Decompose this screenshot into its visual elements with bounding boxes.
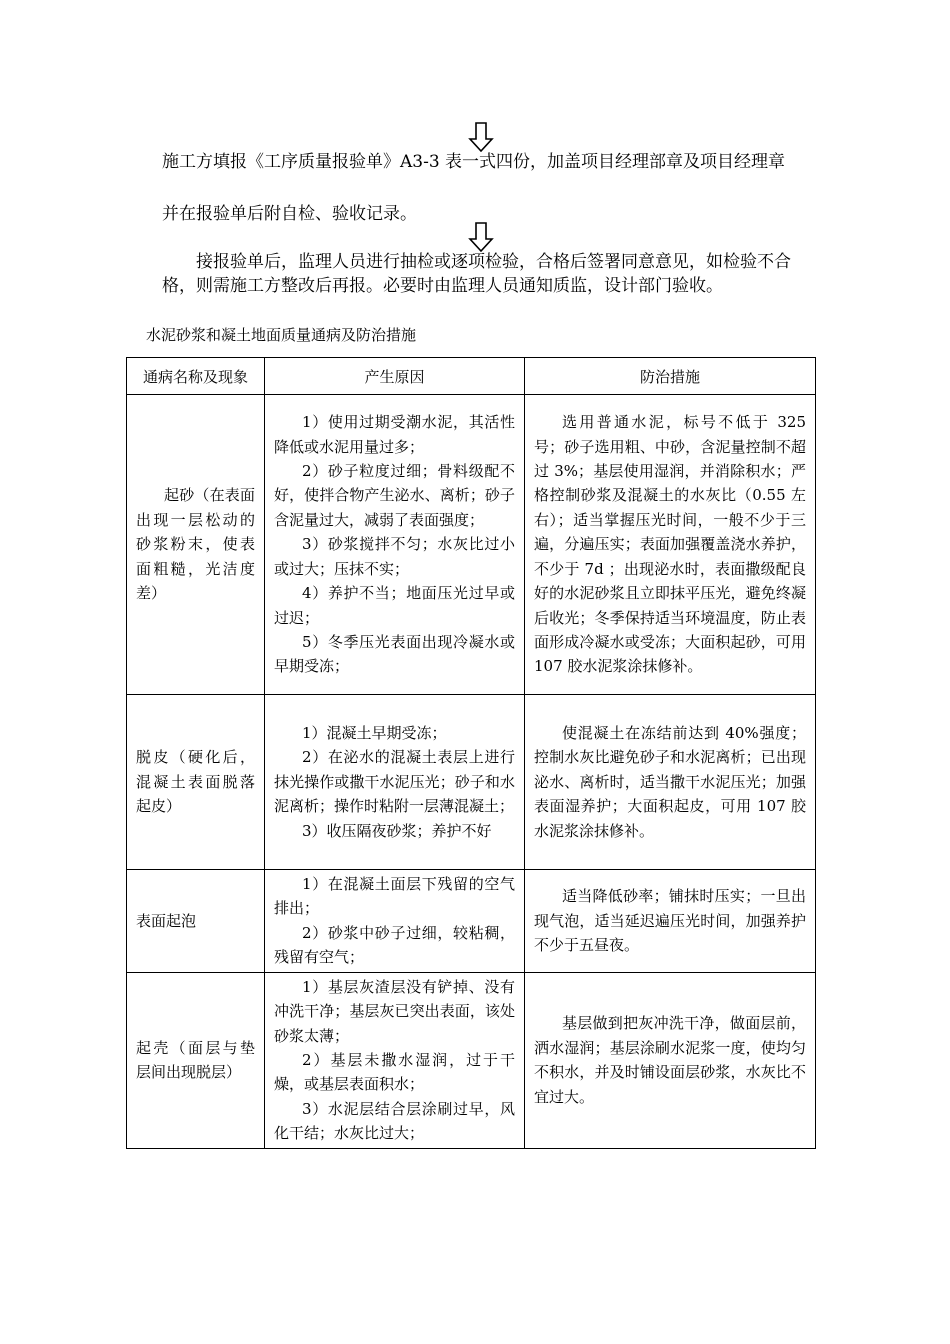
defect-name-cell <box>127 972 265 1148</box>
flow-step-1-line-1: 施工方填报《工序质量报验单》A3-3 表一式四份，加盖项目经理部章及项目经理章 <box>162 152 786 172</box>
cause-cell <box>265 395 525 695</box>
cause-item: 2）砂子粒度过细；骨料级配不好，使拌合物产生泌水、离析；砂子含泥量过大，减弱了表面强度； <box>274 462 515 529</box>
defect-name: 起砂（在表面出现一层松动的砂浆粉末，使表面粗糙，光洁度差） <box>136 486 255 603</box>
defect-name-cell <box>127 870 265 973</box>
measures-text: 基层做到把灰冲洗干净，做面层前，洒水湿润；基层涂刷水泥浆一度，使均匀不积水，并及时铺设面层砂浆，水灰比不宜过大。 <box>534 1014 806 1106</box>
measures-text: 使混凝土在冻结前达到 40%强度；控制水灰比避免砂子和水泥离析；已出现泌水、离析时，适当撒干水泥压光；加强表面湿养护；大面积起皮，可用 107 胶水泥浆涂抹修补。 <box>534 723 806 840</box>
defects-table <box>126 357 816 1149</box>
table-row <box>127 870 816 973</box>
flow-step-2: 接报验单后，监理人员进行抽检或逐项检验，合格后签署同意意见，如检验不合格，则需施工方整改后再报。必要时由监理人员通知质监，设计部门验收。 <box>162 252 791 296</box>
measures-cell <box>525 695 816 870</box>
table-row <box>127 395 816 695</box>
flow-step-1-line-2: 并在报验单后附自检、验收记录。 <box>162 204 417 224</box>
measures-text: 适当降低砂率；铺抹时压实；一旦出现气泡，适当延迟遍压光时间，加强养护不少于五昼夜。 <box>534 887 806 955</box>
defect-name: 表面起泡 <box>136 911 197 930</box>
defect-name-cell <box>127 695 265 870</box>
cause-item: 3）收压隔夜砂浆；养护不好 <box>302 821 492 840</box>
measures-cell <box>525 395 816 695</box>
cause-item: 1）混凝土早期受冻； <box>302 723 447 742</box>
table-header-row <box>127 358 816 395</box>
cause-item: 1）在混凝土面层下残留的空气排出； <box>274 875 515 918</box>
measures-cell <box>525 870 816 973</box>
cause-item: 1）使用过期受潮水泥，其活性降低或水泥用量过多； <box>274 413 515 456</box>
down-arrow-icon <box>468 222 494 252</box>
header-measures: 防治措施 <box>525 358 816 395</box>
cause-item: 1）基层灰渣层没有铲掉、没有冲洗干净；基层灰已突出表面，该处砂浆太薄； <box>274 977 515 1045</box>
cause-item: 5）冬季压光表面出现冷凝水或早期受冻； <box>274 632 515 676</box>
table-caption: 水泥砂浆和凝土地面质量通病及防治措施 <box>146 326 417 344</box>
defect-name: 起壳（面层与垫层间出现脱层） <box>136 1038 255 1082</box>
defect-name-cell <box>127 395 265 695</box>
cause-item: 2）在泌水的混凝土表层上进行抹光操作或撒干水泥压光；砂子和水泥离析；操作时粘附一层薄混凝土； <box>274 748 515 816</box>
cause-cell <box>265 972 525 1148</box>
cause-item: 2）砂浆中砂子过细，较粘稠，残留有空气； <box>274 923 515 967</box>
cause-cell <box>265 870 525 973</box>
cause-cell <box>265 695 525 870</box>
table-row <box>127 972 816 1148</box>
cause-item: 3）水泥层结合层涂刷过早，风化干结；水灰比过大； <box>274 1099 515 1143</box>
measures-text: 选用普通水泥，标号不低于 325 号；砂子选用粗、中砂，含泥量控制不超过 3%；基层使用湿润，并消除积水；严格控制砂浆及混凝土的水灰比（0.55 左右）；适当掌握压光时间，一般不少于三遍，分遍压实；表面加强覆盖浇水养护，不少于 7d ；出现泌水时，表面撒级配良好的水泥砂浆且立即抹平压光，避免终凝后收光；冬季保持适当环境温度，防止表面形成冷凝水或受冻；大面积起砂，可用 107 胶水泥浆涂抹修补。 <box>534 413 806 676</box>
cause-item: 4）养护不当；地面压光过早或过迟； <box>274 584 515 627</box>
table-row <box>127 695 816 870</box>
defect-name: 脱皮（硬化后，混凝土表面脱落起皮） <box>136 748 255 816</box>
measures-cell <box>525 972 816 1148</box>
header-defect-name: 通病名称及现象 <box>127 358 265 395</box>
down-arrow-icon <box>468 122 494 152</box>
header-cause: 产生原因 <box>265 358 525 395</box>
cause-item: 3）砂浆搅拌不匀；水灰比过小或过大；压抹不实； <box>274 535 515 578</box>
cause-item: 2）基层未撒水湿润，过于干燥，或基层表面积水； <box>274 1050 515 1094</box>
